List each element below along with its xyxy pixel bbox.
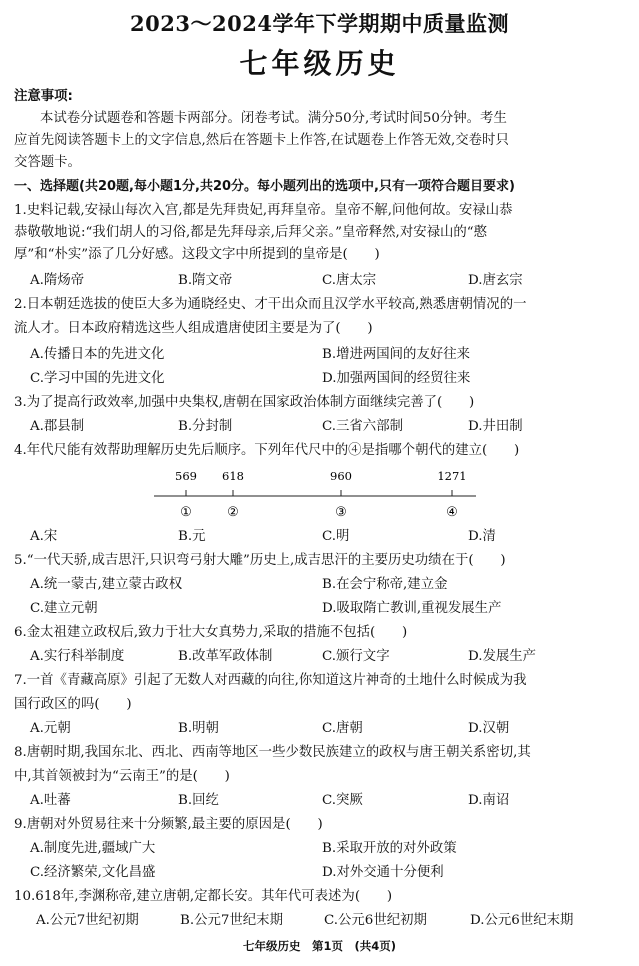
question-4-option-b: B.元 (178, 529, 206, 544)
question-9-text: 9.唐朝对外贸易往来十分频繁,最主要的原因是( ) (14, 817, 323, 832)
question-8-option-d: D.南诏 (468, 793, 510, 808)
timeline-figure (150, 466, 480, 526)
timeline-mark: ④ (446, 505, 458, 520)
timeline-mark: ③ (335, 505, 347, 520)
question-1-text: 恭敬敬地说:“我们胡人的习俗,都是先拜母亲,后拜父亲。”皇帝释然,对安禄山的“憨 (14, 225, 488, 240)
question-6-option-a: A.实行科举制度 (30, 649, 125, 664)
question-10-option-a: A.公元7世纪初期 (36, 913, 139, 928)
question-10-option-d: D.公元6世纪末期 (470, 913, 574, 928)
notice-line: 应首先阅读答题卡上的文字信息,然后在答题卡上作答,在试题卷上作答无效,交卷时只 (14, 133, 509, 148)
timeline-year: 618 (222, 469, 244, 483)
question-3-option-a: A.郡县制 (30, 419, 85, 434)
question-6-option-c: C.颁行文字 (322, 649, 390, 664)
question-10-option-b: B.公元7世纪末期 (180, 913, 283, 928)
question-3-text: 3.为了提高行政效率,加强中央集权,唐朝在国家政治体制方面继续完善了( ) (14, 395, 475, 410)
timeline-year: 960 (330, 469, 352, 483)
timeline-year: 1271 (437, 469, 467, 483)
question-1-option-b: B.隋文帝 (178, 273, 233, 288)
question-5-option-d: D.吸取隋亡教训,重视发展生产 (322, 601, 502, 616)
question-8-option-b: B.回纥 (178, 793, 219, 808)
question-7-text: 7.一首《青藏高原》引起了无数人对西藏的向往,你知道这片神奇的土地什么时候成为我 (14, 673, 527, 688)
question-6-option-d: D.发展生产 (468, 649, 537, 664)
notice-heading: 注意事项: (14, 89, 73, 104)
question-7-option-a: A.元朝 (30, 721, 71, 736)
question-3-option-c: C.三省六部制 (322, 419, 403, 434)
timeline-mark: ① (180, 505, 192, 520)
question-8-text: 8.唐朝时期,我国东北、西北、西南等地区一些少数民族建立的政权与唐王朝关系密切,其 (14, 745, 531, 760)
question-2-text: 流人才。日本政府精选这些人组成遣唐使团主要是为了( ) (14, 321, 373, 336)
question-2-option-a: A.传播日本的先进文化 (30, 347, 165, 362)
section-heading: 一、选择题(共20题,每小题1分,共20分。每小题列出的选项中,只有一项符合题目要求) (14, 179, 515, 194)
notice-line: 本试卷分试题卷和答题卡两部分。闭卷考试。满分50分,考试时间50分钟。考生 (40, 111, 507, 126)
question-3-option-d: D.井田制 (468, 419, 523, 434)
question-5-option-a: A.统一蒙古,建立蒙古政权 (30, 577, 183, 592)
question-1-option-d: D.唐玄宗 (468, 273, 523, 288)
question-7-option-b: B.明朝 (178, 721, 219, 736)
question-7-text: 国行政区的吗( ) (14, 697, 132, 712)
question-6-option-b: B.改革军政体制 (178, 649, 273, 664)
question-4-text: 4.年代尺能有效帮助理解历史先后顺序。下列年代尺中的④是指哪个朝代的建立( ) (14, 443, 520, 458)
exam-title: 2023～2024学年下学期期中质量监测 (130, 11, 509, 36)
question-5-text: 5.“一代天骄,成吉思汗,只识弯弓射大雕”历史上,成吉思汗的主要历史功绩在于( ) (14, 553, 506, 568)
question-4-option-c: C.明 (322, 529, 350, 544)
question-2-option-d: D.加强两国间的经贸往来 (322, 371, 471, 386)
question-10-option-c: C.公元6世纪初期 (324, 913, 427, 928)
question-5-option-b: B.在会宁称帝,建立金 (322, 577, 448, 592)
question-2-text: 2.日本朝廷选拔的使臣大多为通晓经史、才干出众而且汉学水平较高,熟悉唐朝情况的一 (14, 297, 527, 312)
notice-line: 交答题卡。 (14, 155, 81, 170)
question-4-option-d: D.清 (468, 529, 496, 544)
question-8-option-a: A.吐蕃 (30, 793, 71, 808)
timeline-year: 569 (175, 469, 197, 483)
question-10-text: 10.618年,李渊称帝,建立唐朝,定都长安。其年代可表述为( ) (14, 889, 393, 904)
timeline-mark: ② (227, 505, 239, 520)
question-5-option-c: C.建立元朝 (30, 601, 98, 616)
exam-subject-title: 七年级历史 (239, 47, 400, 80)
question-2-option-b: B.增进两国间的友好往来 (322, 347, 471, 362)
question-7-option-c: C.唐朝 (322, 721, 363, 736)
page-footer: 七年级历史 第1页 (共4页) (242, 939, 396, 953)
question-9-option-a: A.制度先进,疆域广大 (30, 841, 156, 856)
question-9-option-c: C.经济繁荣,文化昌盛 (30, 865, 156, 880)
question-1-option-a: A.隋炀帝 (30, 273, 85, 288)
question-9-option-d: D.对外交通十分便利 (322, 865, 444, 880)
question-6-text: 6.金太祖建立政权后,致力于壮大女真势力,采取的措施不包括( ) (14, 625, 408, 640)
question-9-option-b: B.采取开放的对外政策 (322, 841, 457, 856)
question-3-option-b: B.分封制 (178, 419, 233, 434)
question-1-text: 1.史料记载,安禄山每次入宫,都是先拜贵妃,再拜皇帝。皇帝不解,问他何故。安禄山恭 (14, 203, 513, 218)
question-2-option-c: C.学习中国的先进文化 (30, 371, 165, 386)
question-1-option-c: C.唐太宗 (322, 273, 377, 288)
question-8-option-c: C.突厥 (322, 793, 363, 808)
question-1-text: 厚”和“朴实”添了几分好感。这段文字中所提到的皇帝是( ) (14, 247, 380, 262)
question-8-text: 中,其首领被封为“云南王”的是( ) (14, 769, 230, 784)
question-4-option-a: A.宋 (30, 529, 58, 544)
question-7-option-d: D.汉朝 (468, 721, 510, 736)
